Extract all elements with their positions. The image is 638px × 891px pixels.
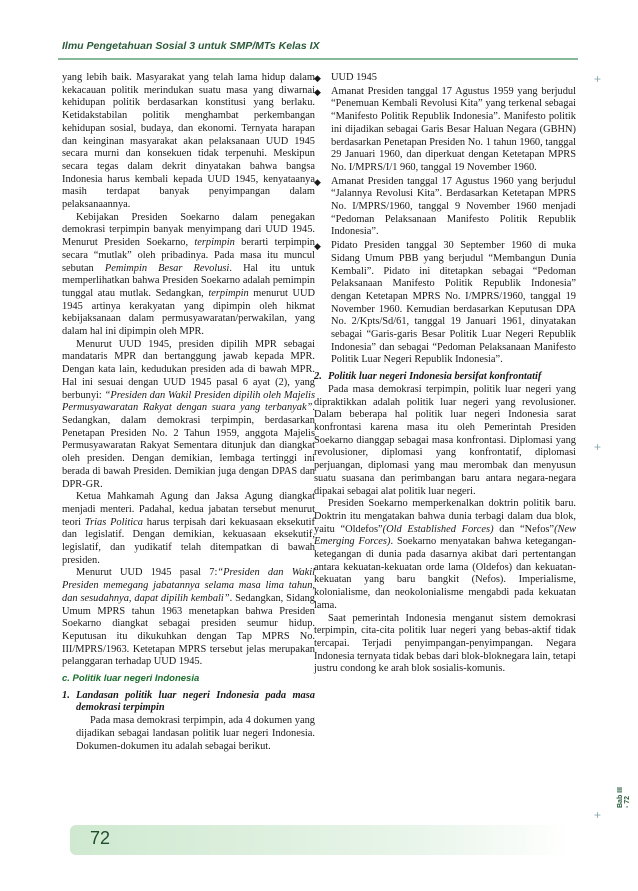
- numbered-heading-1: 1. Landasan politik luar negeri Indonesia pada masa demokrasi terpimpin: [62, 689, 315, 714]
- left-column: [62, 72, 315, 753]
- page-number: 72: [90, 828, 111, 848]
- diamond-bullet-icon: ◆: [314, 176, 321, 187]
- paragraph: Saat pemerintah Indonesia menganut sistem demokrasi terpimpin, cita-cita politik luar negeri yang bebas-aktif tidak tercapai. Terjadi penyimpangan-penyimpangan. Negara Indonesia ternyata tidak bebas dari blok-bloknegara lain, tetapi justru condong ke arah blok sosialis-komunis.: [314, 612, 576, 675]
- paragraph: Ketua Mahkamah Agung dan Jaksa Agung diangkat menjadi menteri. Padahal, kedua jabatan tersebut menurut teori Trias Politica harus terpisah dari kekuasaan eksekutif dan legislatif. Dengan demikian, kekuasaan eksekutif, legislatif, dan yudikatif telah ditempatkan di bawah presiden.: [62, 491, 315, 566]
- registration-plus-icon: +: [594, 72, 602, 86]
- running-header: Ilmu Pengetahuan Sosial 3 untuk SMP/MTs Kelas IX: [62, 40, 320, 52]
- side-page-label: Bab III - 72: [617, 786, 631, 808]
- diamond-bullet-icon: ◆: [314, 73, 321, 83]
- paragraph: Menurut UUD 1945 pasal 7:“Presiden dan Wakil Presiden memegang jabatannya selama masa lima tahun, dan sesudahnya, dapat dipilih kembali”. Sedangkan, Sidang Umum MPRS tahun 1963 menetapkan bahwa Presiden Soekarno diangkat sebagai presiden seumur hidup. Keputusan itu dikukuhkan dengan Tap MPRS No. III/MPRS/1963. Ketetapan MPRS tersebut jelas merupakan pelanggaran terhadap UUD 1945.: [62, 567, 315, 668]
- registration-plus-icon: +: [594, 808, 602, 822]
- paragraph: Menurut UUD 1945, presiden dipilih MPR sebagai mandataris MPR dan bertanggung jawab kepada MPR. Dengan kata lain, kedudukan presiden ada di bawah MPR. Hal ini sesuai dengan UUD 1945 pasal 6 ayat (2), yang berbunyi: “Presiden dan Wakil Presiden dipilih oleh Majelis Permusyawaratan Rakyat dengan suara yang terbanyak”. Sedangkan, dalam demokrasi terpimpin, berdasarkan Penetapan Presiden No. 2 Tahun 1959, anggota Majelis Permusyawaratan Rakyat Sementara ditunjuk dan diangkat oleh presiden. Dengan demikian, lembaga tertinggi ini berada di bawah Presiden. Demikian juga dengan DPAS dan DPR-GR.: [62, 338, 315, 490]
- diamond-bullet-icon: ◆: [314, 241, 321, 252]
- right-column: [314, 72, 576, 676]
- list-item: ◆ Amanat Presiden tanggal 17 Agustus 1959 yang berjudul “Penemuan Kembali Revolusi Kita” yang terkenal sebagai “Manifesto Politik Republik Indonesia”. Manifesto politik ini dijadikan sebagai Garis Besar Haluan Negara (GBHN) berdasarkan Penetapan Presiden No. 1 tahun 1960, tanggal 29 Januari 1960, dan diperkuat dengan Ketetapan MPRS No. I/MPRS/I/1 960, tanggal 19 November 1960.: [314, 85, 576, 173]
- paragraph: yang lebih baik. Masyarakat yang telah lama hidup dalam kekacauan politik merindukan suatu masa yang diwarnai kehidupan politik berdasarkan konstitusi yang berlaku. Ketidakstabilan politik menghambat perkembangan kehidupan sosial, budaya, dan ekonomi. Ternyata harapan dan keinginan masyarakat akan pelaksanaan UUD 1945 secara murni dan konsekuen tidak terpenuhi. Meskipun secara tegas dalam dekrit dinyatakan bahwa bangsa Indonesia harus kembali kepada UUD 1945, kenyataanya masih terdapat banyak penyimpangan dalam pelaksanaannya.: [62, 72, 315, 211]
- footer-band: [70, 825, 570, 855]
- paragraph: Kebijakan Presiden Soekarno dalam penegakan demokrasi terpimpin banyak menyimpang dari UUD 1945. Menurut Presiden Soekarno, terpimpin berarti terpimpin secara “mutlak” oleh pribadinya. Pada masa itu muncul sebutan Pemimpin Besar Revolusi. Hal itu untuk memperlihatkan bahwa Presiden Soekarno adalah pemimpin tunggal atau mutlak. Sedangkan, terpimpin menurut UUD 1945 artinya kerakyatan yang dipimpin oleh hikmat kebijaksanaan dalam permusyawaratan/perwakilan, yang dalam hal ini dipimpin oleh MPR.: [62, 211, 315, 338]
- paragraph: Presiden Soekarno memperkenalkan doktrin politik baru. Doktrin itu mengatakan bahwa dunia terbagi dalam dua blok, yaitu “Oldefos”(Old Established Forces) dan “Nefos”(New Emerging Forces). Soekarno menyatakan bahwa ketegangan-ketegangan di dunia pada dasarnya akibat dari pertentangan antara kekuatan-kekuatan orde lama (Oldefos) dan kekuatan-kekuatan yang baru bangkit (Nefos). Imperialisme, kolonialisme, dan neokolonialisme mengabdi pada kekuatan lama.: [314, 498, 576, 611]
- list-item: ◆ Amanat Presiden tanggal 17 Agustus 1960 yang berjudul “Jalannya Revolusi Kita”. Berdasarkan Ketetapan MPRS No. I/MPRS/1960, tanggal 9 November 1960 menjadi “Pedoman Pelaksanaan Manifesto Politik Republik Indonesia”.: [314, 175, 576, 238]
- paragraph: Pada masa demokrasi terpimpin, politik luar negeri yang dipraktikkan adalah politik luar negeri yang revolusioner. Dalam beberapa hal politik luar negeri Indonesia sarat konfrontasi karena masa itu oleh Pemerintah Presiden Soekarno dianggap sebagai masa konfrontasi. Diplomasi yang revolusioner, diplomasi yang konfrontatif, diplomasi perjuangan, diplomasi yang mau merombak dan menyusun suatu suasana dan perimbangan baru antara negara-negara dipakai sebagai alat politik luar negeri.: [314, 383, 576, 497]
- section-heading-c: c. Politik luar negeri Indonesia: [62, 673, 200, 685]
- list-item: ◆ UUD 1945: [314, 72, 377, 83]
- header-rule: [58, 58, 578, 60]
- document-list: [314, 72, 576, 367]
- numbered-heading-2: 2. Politik luar negeri Indonesia bersifat konfrontatif: [314, 371, 542, 383]
- registration-plus-icon: +: [594, 440, 602, 454]
- paragraph: Pada masa demokrasi terpimpin, ada 4 dokumen yang dijadikan sebagai landasan politik luar negeri Indonesia. Dokumen-dokumen itu adalah sebagai berikut.: [76, 715, 315, 752]
- diamond-bullet-icon: ◆: [314, 86, 321, 97]
- list-item: ◆ Pidato Presiden tanggal 30 September 1960 di muka Sidang Umum PBB yang berjudul “Membangun Dunia Kembali”. Pidato ini ditetapkan sebagai “Pedoman Pelaksanaan Manifesto Politik Republik Indonesia” dengan Ketetapan MPRS No. I/MPRS/1960, tanggal 19 November 1960. Kemudian berdasarkan Keputusan DPA No. 2/Kpts/Sd/61, tanggal 19 Januari 1961, dinyatakan sebagai “Garis-garis Besar Politik Luar Negeri Republik Indonesia” dan sebagai “Pedoman Pelaksanaan Manifesto Politik Luar Negeri Republik Indonesia”.: [314, 240, 576, 366]
